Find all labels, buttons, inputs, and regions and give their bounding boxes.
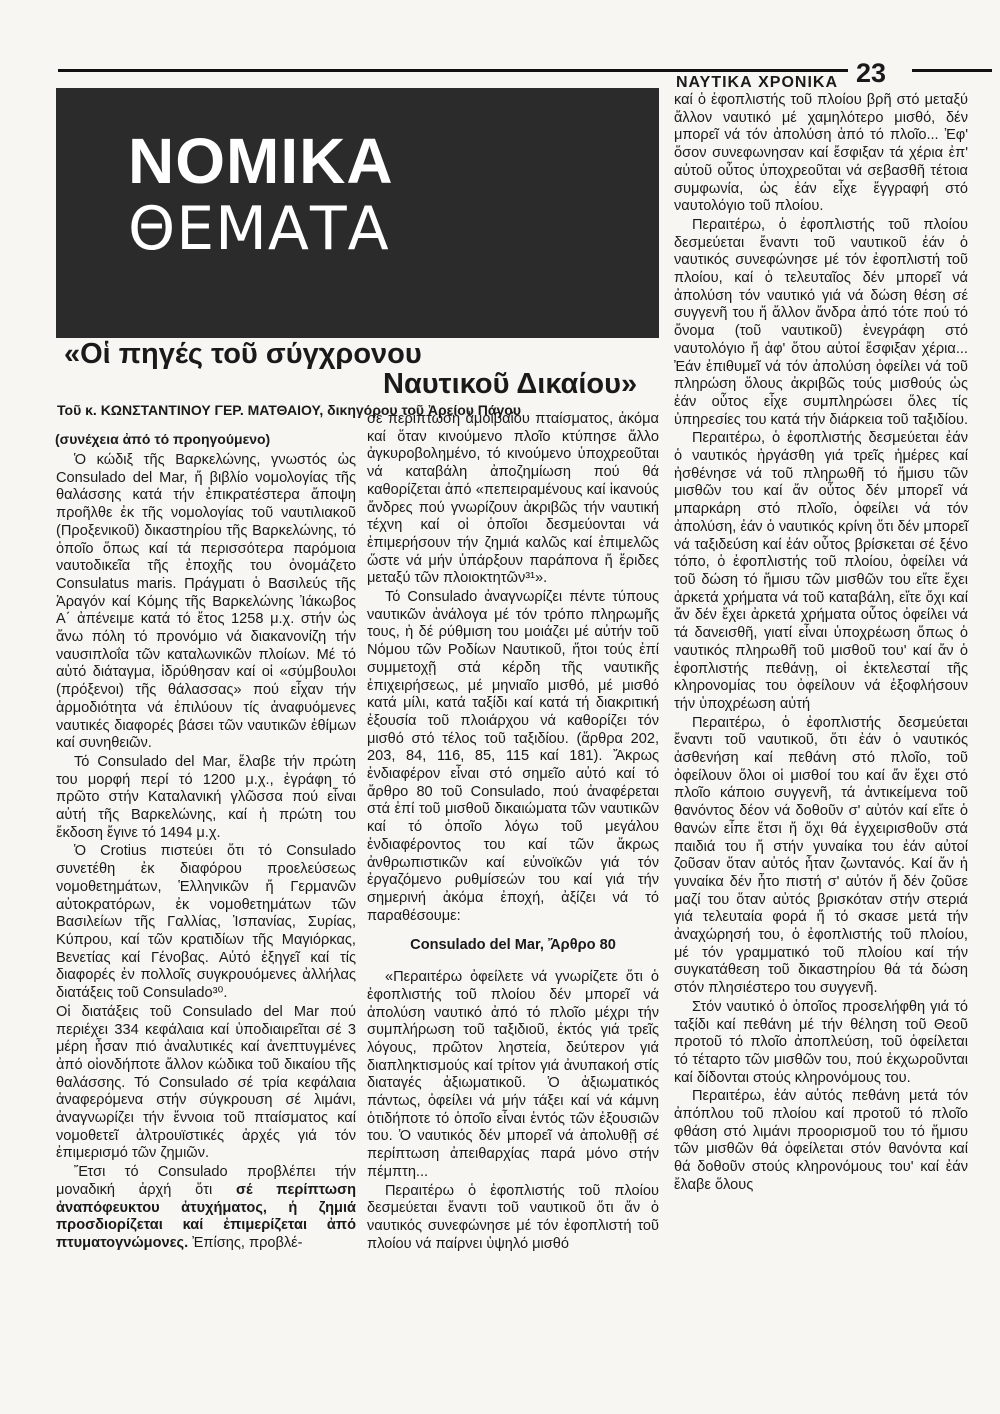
paragraph: Οἱ διατάξεις τοῦ Consulado del Mar πού περιέχει 334 κεφάλαια καί ὑποδιαιρεῖται σέ 3 μέρη ἦσαν πιό ἀναλυτικές καί ἀνεπτυγμένες ἀπό οἱονδήποτε ἄλλον κώδικα τοῦ δικαίου τῆς θαλάσσης. Τό Consulado σέ τρία κεφάλαια ἀναφερόμενα στήν σύγκρουση σέ λιμάνι, ἀναγνωρίζει τήν ἔννοια τοῦ πταίσματος καί νομοθετεῖ ἀλτρουϊστικές ἀρχές γιά τόν ἐπιμερισμό τῶν ζημιῶν. [56,1003,356,1162]
paragraph: Ὁ Crotius πιστεύει ὅτι τό Consulado συνετέθη ἐκ διαφόρου προελεύσεως νομοθετημάτων, Ἑλληνικῶν ἤ Γερμανῶν αὐτοκρατόρων, ἐκ νομοθετημάτων τῶν Βασιλείων τῆς Γαλλίας, Ἱσπανίας, Συρίας, Κύπρου, καί τῶν κρατιδίων τῆς Μαγιόρκας, Βενετίας καί Γένοβας. Αὐτό ἐξηγεῖ καί τίς διαφορές ἐν πολλοῖς συγκρουόμενες ἀλλήλας διατάξεις τοῦ Consulado³⁰. [56,843,356,1002]
section-banner [56,88,659,338]
paragraph: «Περαιτέρω ὀφείλετε νά γνωρίζετε ὅτι ὁ ἐφοπλιστής τοῦ πλοίου δέν μπορεῖ νά ἀπολύση ναυτικό ἀπό τό πλοῖο μέχρι τήν συμπλήρωση τοῦ ταξιδιοῦ, ἐκτός γιά τρεῖς λόγους, πρῶτον ληστεία, δεύτερον γιά διαπληκτισμούς καί τρίτον γιά ἀνυπακοή στίς διαταγές ἀξιωματικοῦ. Ὁ ἀξιωματικός πάντως, ὀφείλει νά μήν τάξει καί νά κάμνη ὁτιδήποτε τό ὁποῖο εἶναι ἐντός τῶν ἐξουσιῶν του. Ὁ ναυτικός δέν μπορεῖ νά ἀπολυθῇ σέ περίπτωση ἀπειθαρχίας παρά μόνο στήν πέμπτη... [367,969,659,1180]
paragraph: Ὁ κώδιξ τῆς Βαρκελώνης, γνωστός ὡς Consulado del Mar, ἤ βιβλίο νομολογίας τῆς θαλάσσης κατά τήν ἐπικρατέστερα ἄποψη προῆλθε ἐκ τῆς νομολογίας τοῦ ναυτιλιακοῦ (Προξενικοῦ) δικαστηρίου τῆς Βαρκελώνης, τό ὁποῖο ὅπως καί τά περισσότερα παρόμοια ναυτοδικεῖα τῆς ἐποχῆς του ὀνομάζετο Consulatus maris. Πράγματι ὁ Βασιλεύς τῆς Ἀραγόν καί Κόμης τῆς Βαρκελώνης Ἰάκωβος Α΄ ἀπένειμε κατά τό ἔτος 1258 μ.χ. στήν ὡς ἄνω πόλη τό προνόμιο νά διακανονίζη τήν ναυσιπλοΐα τῶν καταλωνικῶν πλοίων. Μέ τό αὐτό διάταγμα, ἱδρύθησαν καί οἱ «σύμβουλοι (πρόξενοι) τῆς θάλασσας» πού εἶχαν τήν ἁρμοδιότητα νά ἐπιλύουν τίς ἀναφυόμενες ναυτικές διαφορές βάσει τῶν ναυτικῶν ἐθίμων καί συνηθειῶν. [56,452,356,752]
paragraph: Τό Consulado ἀναγνωρίζει πέντε τύπους ναυτικῶν ἀνάλογα μέ τόν τρόπο πληρωμῆς τους, ἡ δέ ρύθμιση του μοιάζει μέ αὐτήν τοῦ Νόμου τῶν Ροδίων Ναυτικοῦ, ἤτοι τούς ἐπί συμμετοχῇ στά κέρδη τῆς ναυτικῆς ἐπιχειρήσεως, μέ μηνιαῖο μισθό, μέ μισθό κατά μίλι, κατά ταξίδι καί κατά τή διακριτική ἐξουσία τοῦ πλοιάρχου νά καθορίζει τόν μισθό στό τέλος τοῦ ταξιδίου. (ἄρθρα 202, 203, 84, 116, 85, 115 καί 181). Ἄκρως ἐνδιαφέρον εἶναι στό σημεῖο αὐτό καί τό ἄρθρο 80 τοῦ Consulado, πού ἀναφέρεται στά ἐπί τοῦ μισθοῦ δικαιώματα τῶν ναυτικῶν καί τό ὁποῖο λόγω τοῦ μεγάλου ἐνδιαφέροντος του καί τῶν ἄκρως ἀνθρωπιστικῶν καί εὐνοϊκῶν γιά τόν ἐργαζόμενο ρυθμίσεών του καί γιά τήν σημερινή ἀκόμα ἐποχή, ἀξίζει νά τό παραθέσουμε: [367,589,659,924]
header-rule-right [912,69,992,72]
paragraph: καί ὁ ἐφοπλιστής τοῦ πλοίου βρῆ στό μεταξύ ἄλλον ναυτικό μέ χαμηλότερο μισθό, δέν μπορεῖ νά τόν ἀπολύση ἀπό τό πλοῖο... Ἐφ' ὅσον συνεφωνησαν καί ἔσφιξαν τά χέρια ἐπ' αὐτοῦ οὗτος ὑποχρεοῦται νά σεβασθῆ τέτοια συμφωνία, ὡς ἐάν εἶχε ἔγγραφή στό ναυτολόγιο τοῦ πλοίου. [674,92,968,215]
text-column-1 [56,452,356,1254]
banner-line1: ΝΟΜΙΚΑ [128,125,394,197]
paragraph: Περαιτέρω, ὁ ἐφοπλιστής τοῦ πλοίου δεσμεύεται ἔναντι τοῦ ναυτικοῦ ἐάν ὁ ναυτικός συνεφώνησε μέ τόν ἐφοπλιστή τοῦ πλοίου, καί ὁ τελευταῖος δέν μπορεῖ νά ἀπολύση τόν ναυτικό γιά νά δώση θέση σέ συγγενῆ του ἤ ἄλλον ἄνδρα ἀπό τότε πού τό ὄνομα (τοῦ ναυτικοῦ) ἐνεγράφη στό ναυτολόγιο ἤ ἀφ' ὅτου αὐτοί ἔσφιξαν χέρια... Ἐάν ἐπιθυμεῖ νά τόν ἀπολύση ὀφείλει νά τοῦ πληρώση ὅλους ἀκριβῶς τούς μισθούς ὡς ἐάν οὗτος εἶχε συμπληρώσει ὅλες τίς ὑπηρεσίες του κατά τήν διάρκεια τοῦ ταξιδίου. [674,216,969,428]
article-byline: Τοῦ κ. ΚΩΝΣΤΑΝΤΙΝΟΥ ΓΕΡ. ΜΑΤΘΑΙΟΥ, δικηγόρου τοῦ Ἀρείου Πάγου [57,402,522,418]
page-number: 23 [856,58,887,88]
banner-line2: ΘΕΜΑΤΑ [128,194,390,264]
paragraph: Στόν ναυτικό ὁ ὁποῖος προσελήφθη γιά τό ταξίδι καί πεθάνη μέ τήν θέληση τοῦ Θεοῦ προτοῦ τό πλοῖο ἀποπλεύση, τοῦ ὀφείλεται τό τέταρτο τῶν μισθῶν του, πού ἐκχωροῦνται καί δίδονται στούς κληρονόμους του. [674,998,968,1086]
text-column-2 [367,411,659,1254]
paragraph [56,1164,356,1253]
article-title-line1: «Οἱ πηγές τοῦ σύγχρονου [64,338,422,370]
paragraph-text: Ἔτσι τό Consulado προβλέπει τήν μοναδική ἀρχή ὅτι [56,1164,356,1198]
text-column-3 [674,92,968,1196]
header-rule-left [58,69,848,72]
paragraph: Περαιτέρω ὁ ἐφοπλιστής τοῦ πλοίου δεσμεύεται ἔναντι τοῦ ναυτικοῦ ὅτι ἄν ὁ ναυτικός συνεφώνησε μέ τόν ἐφοπλιστή τοῦ πλοίου νά παίρνει ὑψηλό μισθό [367,1182,659,1252]
paragraph-text: Ἐπίσης, προβλέ- [192,1234,303,1251]
paragraph: Τό Consulado del Mar, ἔλαβε τήν πρώτη του μορφή περί τό 1200 μ.χ., ἐγράφη τό πρῶτο στήν Καταλανική γλῶσσα πού εἶναι αὐτή τῆς Βαρκελώνης, καί ἡ πρώτη του ἔκδοση ἔγινε τό 1494 μ.χ. [56,753,356,841]
paragraph: σέ περίπτωση ἀμοιβαίου πταίσματος, ἀκόμα καί ὅταν κινούμενο πλοῖο κτύπησε ἄλλο ἀγκυροβολημένο, τό κινούμενο ὑποχρεοῦται νά καταβάλη ἀποζημίωση πού θά καθορίζεται ἀπό «πεπειραμένους καί ἱκανούς ἄνδρες πού γνωρίζουν ἀκριβῶς τήν ναυτική τέχνη καί οἱ ὁποῖοι δεσμεύονται νά ἐπιμερήσουν τήν ζημιά καλῶς καί ἐπιμελῶς ὥστε νά μήν ὑπάρξουν παράπονα ἤ ἔριδες μεταξύ τῶν πλοιοκτητῶν³¹». [367,411,659,587]
article-subheading: Consulado del Mar, Ἄρθρο 80 [410,937,616,954]
article-title-line2: Ναυτικοῦ Δικαίου» [383,368,638,400]
magazine-title: ΝΑΥΤΙΚΑ ΧΡΟΝΙΚΑ [676,74,838,91]
paragraph: Περαιτέρω, ἐάν αὐτός πεθάνη μετά τόν ἀπόπλου τοῦ πλοίου καί προτοῦ τό πλοῖο φθάση στό λιμάνι προορισμοῦ του τό ἥμισυ τῶν μισθῶν θά ὀφείλεται στόν θανόντα καί θά δοθοῦν στούς κληρονόμους του' καί ἐάν ἔλαβε ὅλους [674,1088,968,1193]
paragraph: Περαιτέρω, ὁ ἐφοπλιστής δεσμεύεται ἔναντι τοῦ ναυτικοῦ, ὅτι ἐάν ὁ ναυτικός ἀσθενήση καί πεθάνη στό πλοῖο, τοῦ ὀφείλουν ὅλοι οἱ μισθοί του καί ἄν ἔχει στό πλοῖο κάποιο συγγενῆ, τά ἀντικείμενα τοῦ θανόντος δέον νά δοθοῦν σ' αὐτόν καί εἴτε ὁ θανών εἶπε ἔτσι ἤ ὄχι θά ἐγχειρισθοῦν στά παιδιά του ἤ στήν γυναίκα του ἐάν αὐτοί ζοῦσαν ὅταν αὐτός ἦταν ζωντανός. Καί ἄν ἡ γυναίκα δέν ἦτο πιστή σ' αὐτόν ἤ δέν ζοῦσε μαζί του ὅταν αὐτός βρισκόταν στήν στεριά γιά τελευταία φορά ἤ τό σκασε μετά τήν ἀναχώρησή του, ὁ ἐφοπλιστής τοῦ πλοίου, μέ τόν γραμματικό τοῦ πλοίου καί τήν συγκατάθεση τοῦ δικαστηρίου θά τά δώση στόν πλησιέστερο του συγγενῆ. [674,714,968,997]
paragraph: Περαιτέρω, ὁ ἐφοπλιστής δεσμεύεται ἐάν ὁ ναυτικός ἠργάσθη γιά τρεῖς ἡμέρες καί ἠσθένησε νά τοῦ πληρωθῆ τό ἥμισυ τῶν μισθῶν του καί ἄν οὗτος δέν μπορεῖ νά μπαρκάρη στό πλοῖο, ὀφείλει νά τόν ἀπολύση, ἐάν ὁ ναυτικός κρίνη ὅτι δέν μπορεῖ νά ταξιδεύση καί ἐάν οὗτος βρίσκεται σέ ξένο τόπο, ὁ ἐφοπλιστής τοῦ πλοίου, ὀφείλει νά τοῦ δώση τό ἥμισυ τῶν μισθῶν του εἴτε ἔχει ἀρκετά χρήματα νά τοῦ καταβάλη, εἴτε ὄχι καί ἄν δέν ἔχει ἀρκετά χρήματα οὗτος ὀφείλει νά τά δανεισθῆ, γιατί εἶναι ὑποχρέωση ὅπως ὁ ναυτικός πληρωθῆ τοῦ μισθοῦ του' καί ἄν ὁ ἐφοπλιστής πεθάνῃ, οἱ ἐκτελεσταί τῆς κληρονομίας του ὀφείλουν νά ἐξοφλήσουν τήν ὑποχρέωση αὐτή [674,430,968,712]
continued-note: (συνέχεια ἀπό τό προηγούμενο) [55,431,271,447]
paragraph-bold-text: σέ περίπτωση ἀναπόφευκτου ἀτυχήματος, ἡ ζημιά προσδιορίζεται καί ἐπιμερίζεται ἀπό πτυματογνώμονες. [56,1181,356,1251]
